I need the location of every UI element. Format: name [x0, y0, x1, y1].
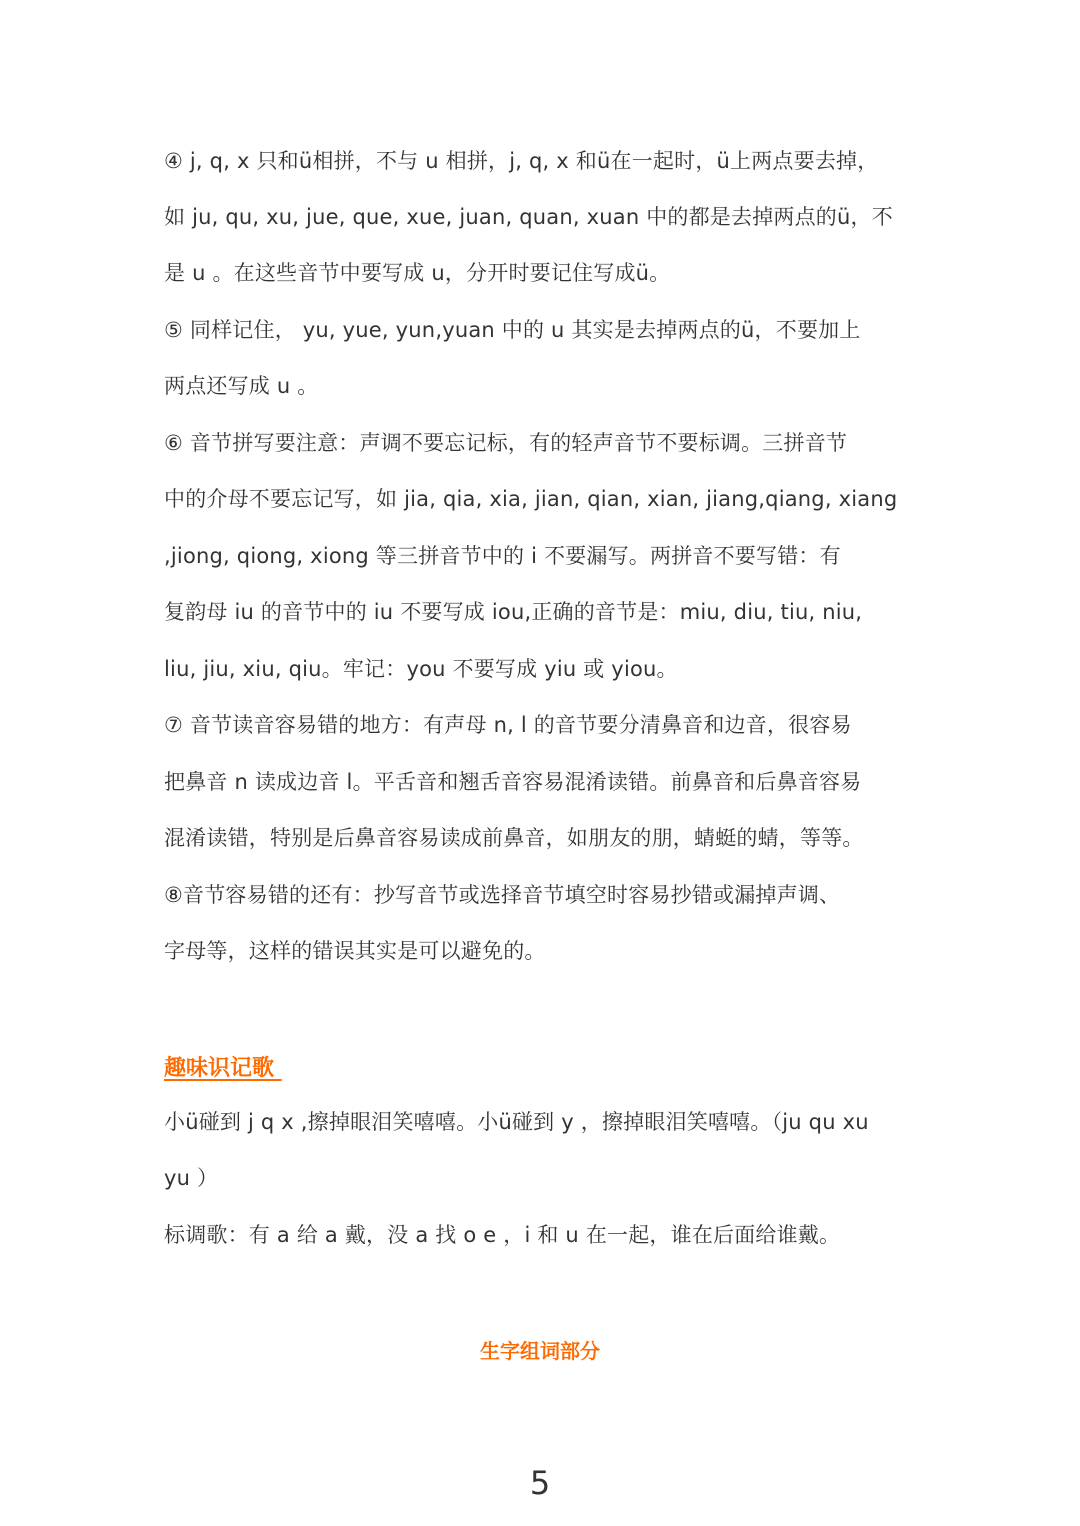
song-line: yu ）	[164, 1166, 219, 1190]
paragraph-line: 字母等，这样的错误其实是可以避免的。	[164, 939, 546, 963]
paragraph-line: 两点还写成 u 。	[164, 374, 319, 398]
paragraph-line: 混淆读错，特别是后鼻音容易读成前鼻音，如朋友的朋，蜻蜓的蜻，等等。	[164, 826, 864, 850]
paragraph-line: ⑦ 音节读音容易错的地方：有声母 n, l 的音节要分清鼻音和边音，很容易	[164, 713, 852, 737]
song-section-title: 趣味识记歌	[164, 1056, 282, 1081]
paragraph-line: ,jiong, qiong, xiong 等三拼音节中的 i 不要漏写。两拼音不要写错：有	[164, 544, 841, 568]
song-line: 标调歌：有 a 给 a 戴，没 a 找 o e ，i 和 u 在一起，谁在后面给谁戴。	[164, 1223, 841, 1247]
paragraph-line: ⑧音节容易错的还有：抄写音节或选择音节填空时容易抄错或漏掉声调、	[164, 883, 841, 907]
paragraph-line: ⑤ 同样记住， yu, yue, yun,yuan 中的 u 其实是去掉两点的ü，不要加上	[164, 318, 861, 342]
paragraph-line: 中的介母不要忘记写，如 jia, qia, xia, jian, qian, xian, jiang,qiang, xiang	[164, 487, 898, 511]
song-line: 小ü碰到 j q x ,擦掉眼泪笑嘻嘻。小ü碰到 y ，擦掉眼泪笑嘻嘻。（ju qu xu	[164, 1110, 869, 1134]
paragraph-line: 是 u 。在这些音节中要写成 u，分开时要记住写成ü。	[164, 261, 671, 285]
paragraph-line: 如 ju, qu, xu, jue, que, xue, juan, quan, xuan 中的都是去掉两点的ü，不	[164, 205, 893, 229]
next-section-title: 生字组词部分	[480, 1339, 600, 1363]
paragraph-line: 复韵母 iu 的音节中的 iu 不要写成 iou,正确的音节是：miu, diu, tiu, niu,	[164, 600, 863, 624]
paragraph-line: ⑥ 音节拼写要注意：声调不要忘记标，有的轻声音节不要标调。三拼音节	[164, 431, 848, 455]
paragraph-line: ④ j, q, x 只和ü相拼，不与 u 相拼，j, q, x 和ü在一起时，ü上两点要去掉，	[164, 149, 879, 173]
paragraph-line: 把鼻音 n 读成边音 l。平舌音和翘舌音容易混淆读错。前鼻音和后鼻音容易	[164, 770, 862, 794]
paragraph-line: liu, jiu, xiu, qiu。牢记：you 不要写成 yiu 或 yiou。	[164, 657, 678, 681]
page-number: 5	[529, 1464, 551, 1502]
